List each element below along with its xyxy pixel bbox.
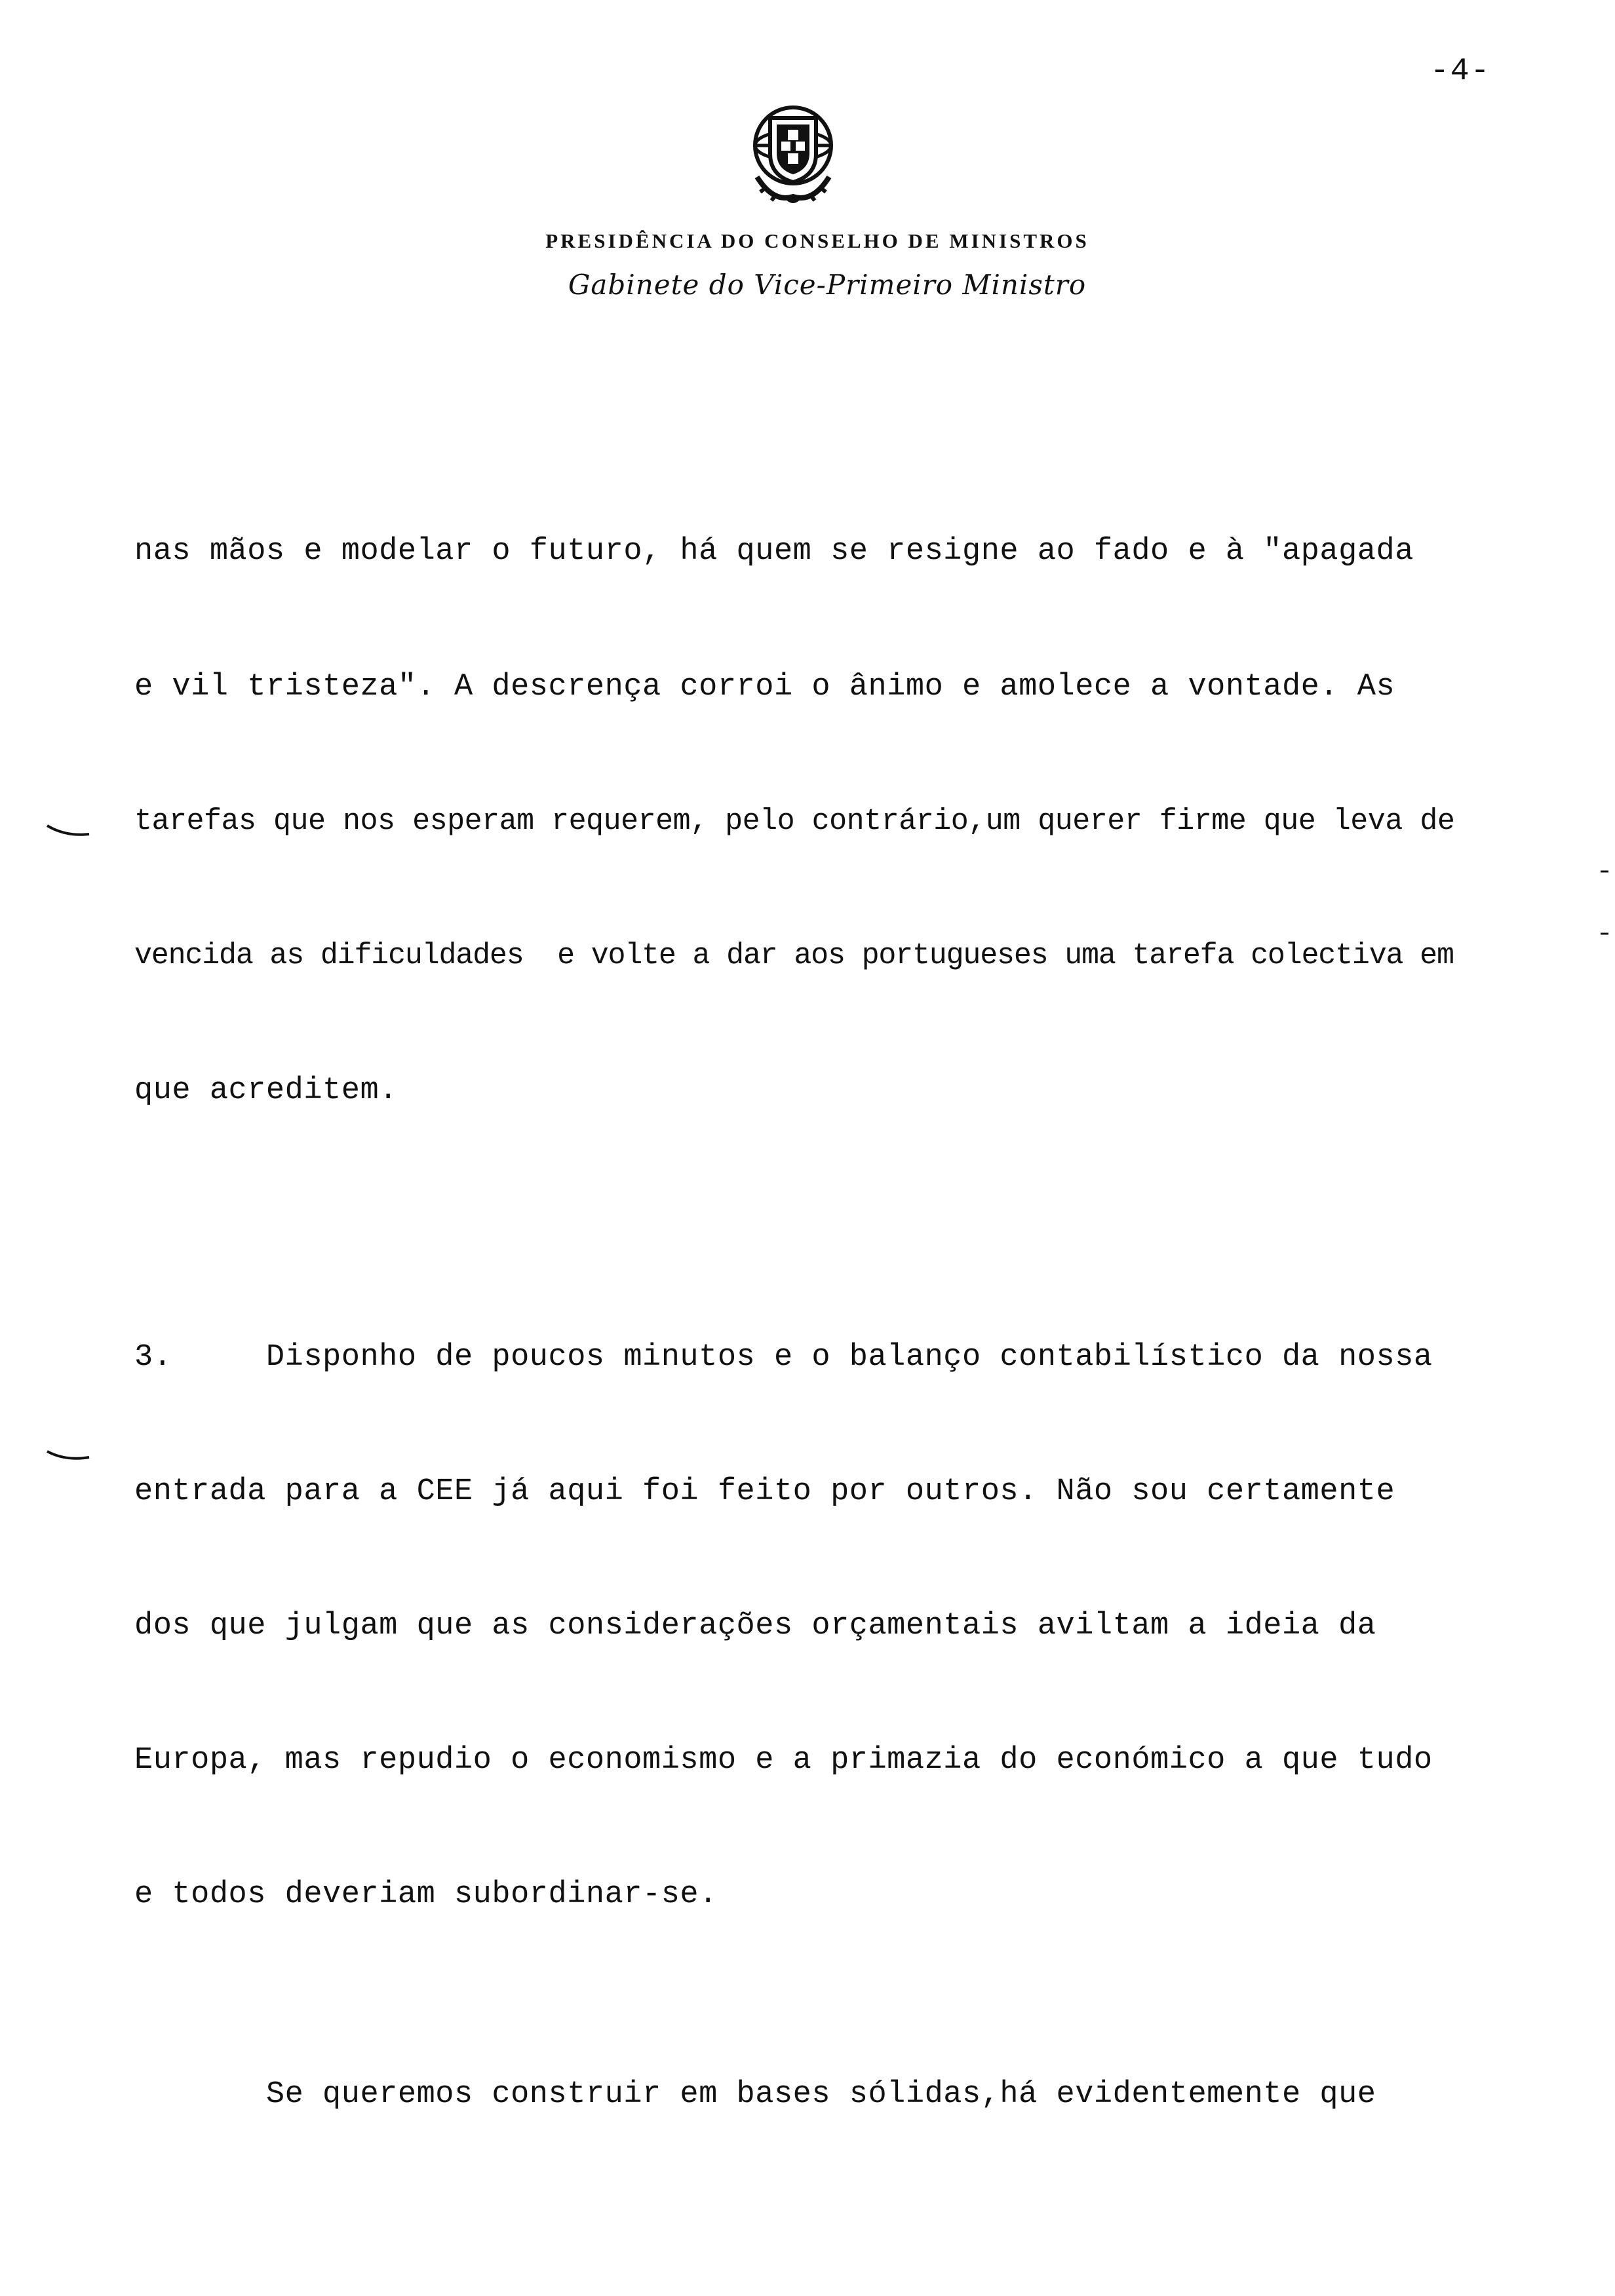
- scan-mark-icon: [46, 822, 92, 842]
- page-number: -4-: [1430, 54, 1491, 89]
- body-line: tarefas que nos esperam requerem, pelo contrário,um querer firme que leva de: [134, 805, 1455, 838]
- body-line: e todos deveriam subordinar-se.: [134, 1877, 718, 1912]
- scan-mark-icon: [46, 1448, 92, 1468]
- body-line: entrada para a CEE já aqui foi feito por outros. Não sou certamente: [134, 1474, 1395, 1509]
- body-line: Se queremos construir em bases sólidas,há evidentemente que: [134, 2077, 1376, 2112]
- scan-mark-icon: [1599, 868, 1612, 940]
- institution-title: PRESIDÊNCIA DO CONSELHO DE MINISTROS: [545, 229, 1089, 252]
- cabinet-subtitle: Gabinete do Vice-Primeiro Ministro: [568, 269, 1087, 301]
- body-line: Europa, mas repudio o economismo e a primazia do económico a que tudo: [134, 1743, 1433, 1778]
- coat-of-arms-icon: [741, 98, 846, 210]
- body-line: dos que julgam que as considerações orçamentais aviltam a ideia da: [134, 1609, 1376, 1643]
- body-line: 3. Disponho de poucos minutos e o balanço contabilístico da nossa: [134, 1340, 1433, 1375]
- body-line: nas mãos e modelar o futuro, há quem se resigne ao fado e à "apagada: [134, 534, 1414, 569]
- body-line: e vil tristeza". A descrença corroi o ânimo e amolece a vontade. As: [134, 670, 1395, 704]
- body-line: que acreditem.: [134, 1073, 398, 1108]
- body-line: vencida as dificuldades e volte a dar aos portugueses uma tarefa colectiva em: [134, 939, 1454, 972]
